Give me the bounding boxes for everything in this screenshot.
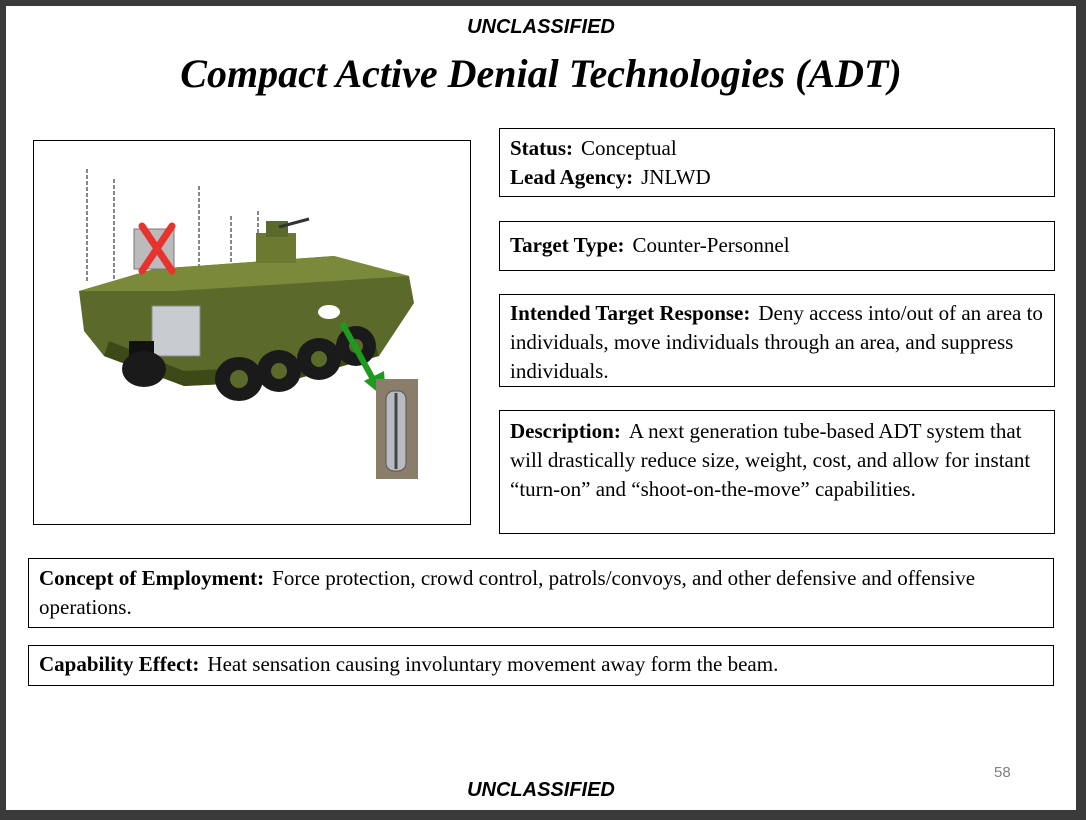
capability-label: Capability Effect: — [39, 652, 200, 676]
vehicle-image-panel — [33, 140, 471, 525]
target-type-panel — [499, 221, 1055, 271]
intended-response-panel — [499, 294, 1055, 387]
target-type-label: Target Type: — [510, 233, 625, 257]
concept-label: Concept of Employment: — [39, 566, 265, 590]
status-panel — [499, 128, 1055, 197]
intended-response-label: Intended Target Response: — [510, 301, 751, 325]
target-type-value: Counter-Personnel — [632, 233, 790, 257]
intended-response-value: Deny access into/out of an area to individuals, move individuals through an area, and suppress individuals. — [510, 301, 1043, 383]
concept-value: Force protection, crowd control, patrols/convoys, and other defensive and offensive operations. — [39, 566, 976, 619]
slide-title: Compact Active Denial Technologies (ADT) — [180, 51, 902, 96]
lead-agency-label: Lead Agency: — [510, 165, 634, 189]
status-label: Status: — [510, 136, 574, 160]
tube-component-image — [376, 379, 418, 479]
vehicle-illustration — [34, 141, 470, 524]
description-label: Description: — [510, 419, 621, 443]
capability-value: Heat sensation causing involuntary movement away form the beam. — [207, 652, 779, 676]
status-value: Conceptual — [581, 136, 677, 160]
slide — [6, 6, 1076, 810]
page-number: 58 — [994, 764, 1011, 781]
concept-of-employment-panel — [28, 558, 1054, 628]
lead-agency-value: JNLWD — [641, 165, 711, 189]
description-value: A next generation tube-based ADT system that will drastically reduce size, weight, cost, and allow for instant “turn-on” and “shoot-on-the-move” capabilities. — [510, 419, 1031, 501]
description-panel — [499, 410, 1055, 534]
capability-effect-panel — [28, 645, 1054, 686]
classification-header: UNCLASSIFIED — [467, 16, 615, 38]
classification-footer: UNCLASSIFIED — [467, 779, 615, 801]
